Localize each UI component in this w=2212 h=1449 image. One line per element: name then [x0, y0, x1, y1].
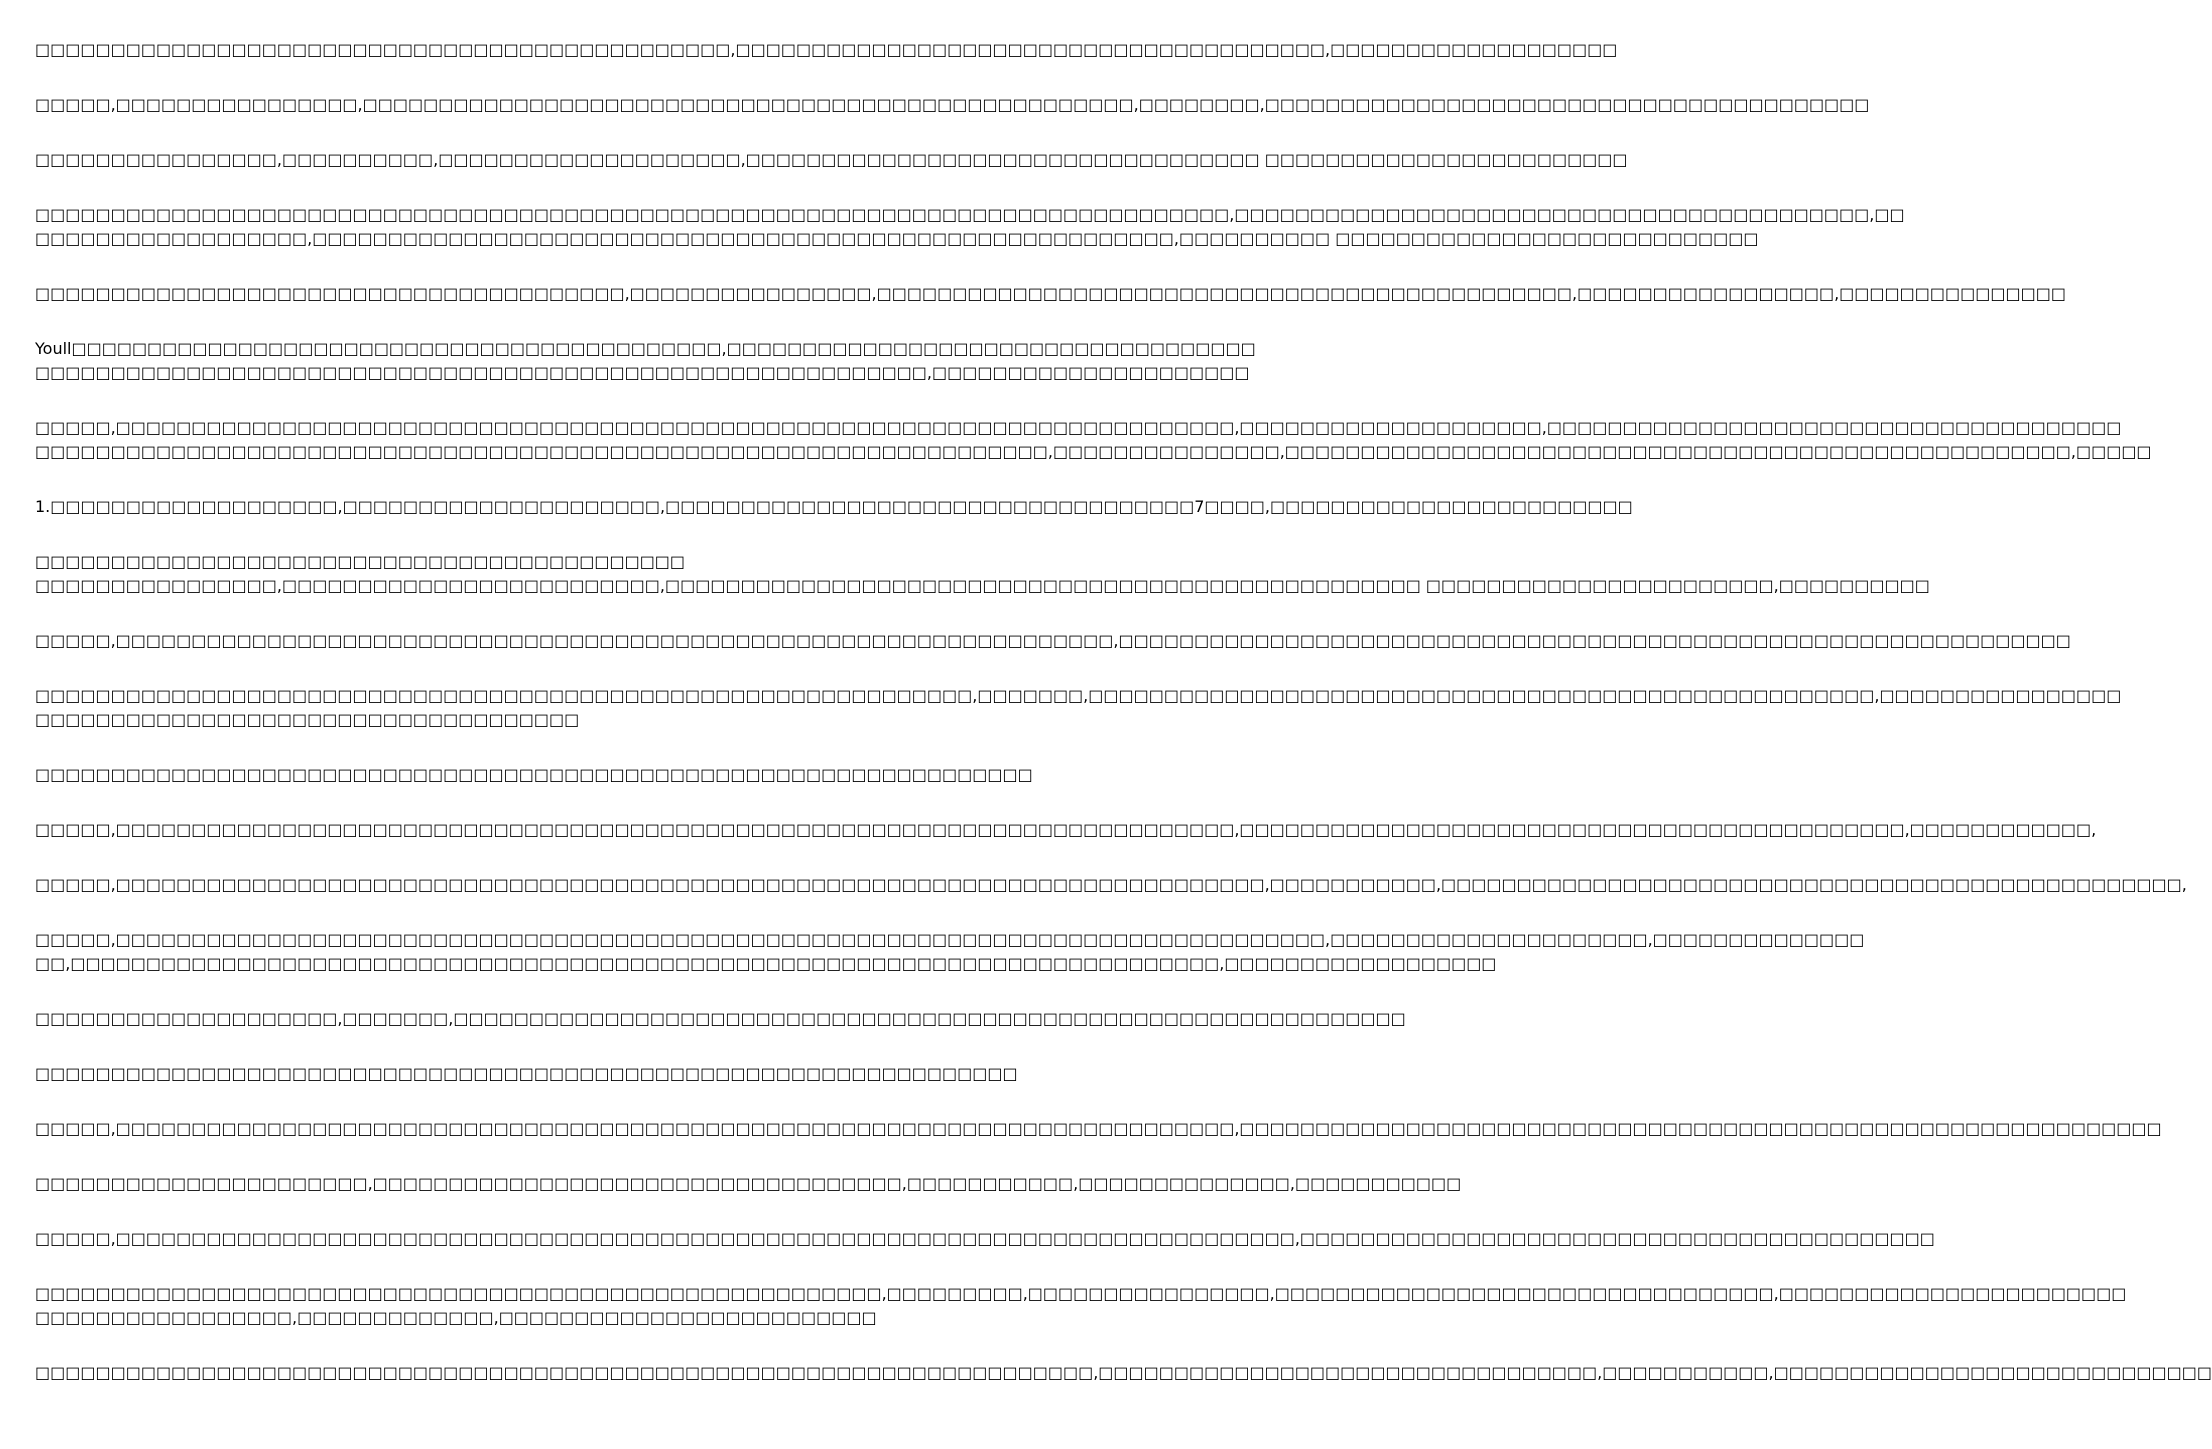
paragraph-14	[35, 873, 2187, 897]
paragraph-18	[35, 1117, 2162, 1141]
paragraph-17	[35, 1062, 1018, 1086]
paragraph-10	[35, 629, 2071, 653]
paragraph-line: □□□□□,□□□□□□□□□□□□□□□□□□□□□□□□□□□□□□□□□□□□□□□□□□□□□□□□□□□□□□□□□□□□□□□□□□,□□□□□□□□□□□□□□□□□□□□□□□□□□□□□□□□□□□□□□□□□□□□□□□□□□□□□□□□□□□□□□□	[35, 631, 2071, 650]
paragraph-line: □□□□□□□□□□□□□□□□□,□□□□□□□□□□□□□,□□□□□□□□□□□□□□□□□□□□□□□□□	[35, 1308, 877, 1327]
paragraph-9	[35, 550, 1930, 598]
paragraph-line: □□□□□□□□□□□□□□□□□□□□□□□□□□□□□□□□□□□□□□□□□□□□□□□□□□□□□□□□□□□□□□,□□□□□□□,□□□□□□□□□□□□□□□□□□□□□□□□□□□□□□□□□□□□□□□□□□□□□□□□□□□□,□□□□□□□□□□□□□□□□	[35, 686, 2122, 705]
paragraph-line: □□□□□,□□□□□□□□□□□□□□□□□□□□□□□□□□□□□□□□□□□□□□□□□□□□□□□□□□□□□□□□□□□□□□□□□□□□□□□□□□,□□□□□□□□□□□□□□□□□□□□□□□□□□□□□□□□□□□□□□□□□□□□,□□□□□□□□□□□□,	[35, 820, 2097, 839]
paragraph-line: □□□□□,□□□□□□□□□□□□□□□□□□□□□□□□□□□□□□□□□□□□□□□□□□□□□□□□□□□□□□□□□□□□□□□□□□□□□□□□□□□□□□,□□□□□□□□□□□□□□□□□□□□□□□□□□□□□□□□□□□□□□□□□□	[35, 1229, 1935, 1248]
paragraph-line: □□□□□□□□□□□□□□□□□□,□□□□□□□□□□□□□□□□□□□□□□□□□□□□□□□□□□□□□□□□□□□□□□□□□□□□□□□□□,□□□□□□□□□□ □□□□□□□□□□□□□□□□□□□□□□□□□□□□	[35, 229, 1759, 248]
paragraph-8	[35, 495, 1633, 519]
paragraph-line: □□□□□□□□□□□□□□□□□□□□□□□□□□□□□□□□□□□□	[35, 710, 580, 729]
paragraph-13	[35, 818, 2097, 842]
paragraph-line: □□□□□□□□□□□□□□□□□□□□□□□□□□□□□□□□□□□□□□□□□□□□□□,□□□□□□□□□□□□□□□□□□□□□□□□□□□□□□□□□□□□□□□,□□□□□□□□□□□□□□□□□□□	[35, 40, 1618, 59]
paragraph-12	[35, 763, 1033, 787]
paragraph-6	[35, 337, 1256, 385]
paragraph-line: □□□□□,□□□□□□□□□□□□□□□□□□□□□□□□□□□□□□□□□□□□□□□□□□□□□□□□□□□□□□□□□□□□□□□□□□□□□□□□□□□□□□□□,□□□□□□□□□□□□□□□□□□□□□,□□□□□□□□□□□□□□	[35, 930, 1865, 949]
paragraph-line: □□□□□□□□□□□□□□□□□□□□□□□□□□□□□□□□□□□□□□□,□□□□□□□□□□□□□□□□,□□□□□□□□□□□□□□□□□□□□□□□□□□□□□□□□□□□□□□□□□□□□□□,□□□□□□□□□□□□□□□□□,□□□□□□□□□□□□□□□	[35, 284, 2066, 303]
paragraph-line: □□□□□□□□□□□□□□□□,□□□□□□□□□□□□□□□□□□□□□□□□□,□□□□□□□□□□□□□□□□□□□□□□□□□□□□□□□□□□□□□□□□□□□□□□□□□□ □□□□□□□□□□□□□□□□□□□□□□□,□□□□□□□□□□	[35, 576, 1930, 595]
paragraph-line: □□□□□□□□□□□□□□□□□□□□□□□□□□□□□□□□□□□□□□□□□□□□□□□□□□□□□□□□,□□□□□□□□□,□□□□□□□□□□□□□□□□,□□□□□□□□□□□□□□□□□□□□□□□□□□□□□□□□□,□□□□□□□□□□□□□□□□□□□□□□□	[35, 1284, 2127, 1303]
paragraph-11	[35, 684, 2122, 732]
paragraph-line: □□□□□□□□□□□□□□□□□□□□,□□□□□□□,□□□□□□□□□□□□□□□□□□□□□□□□□□□□□□□□□□□□□□□□□□□□□□□□□□□□□□□□□□□□□□□	[35, 1009, 1406, 1028]
paragraph-19	[35, 1172, 1462, 1196]
paragraph-line: □□□□□,□□□□□□□□□□□□□□□□,□□□□□□□□□□□□□□□□□□□□□□□□□□□□□□□□□□□□□□□□□□□□□□□□□□□,□□□□□□□□,□□□□□□□□□□□□□□□□□□□□□□□□□□□□□□□□□□□□□□□□	[35, 95, 1870, 114]
paragraph-22	[35, 1361, 2212, 1385]
paragraph-line: □□□□□□□□□□□□□□□□□□□□□□□□□□□□□□□□□□□□□□□□□□□□□□□□□□□□□□□□□□□□□□□□□	[35, 1064, 1018, 1083]
paragraph-line: □□□□□□□□□□□□□□□□□□□□□□□□□□□□□□□□□□□□□□□□□□□	[35, 552, 686, 571]
paragraph-line: □□□□□□□□□□□□□□□□□□□□□□□□□□□□□□□□□□□□□□□□□□□□□□□□□□□□□□□□□□□□□□□□□□□□□□□□□□□□□□□,□□□□□□□□□□□□□□□□□□□□□□□□□□□□□□□□□□□□□□□□□□,□□	[35, 205, 1905, 224]
paragraph-20	[35, 1227, 1935, 1251]
paragraph-2	[35, 93, 1870, 117]
paragraph-16	[35, 1007, 1406, 1031]
paragraph-line: □□□□□□□□□□□□□□□□,□□□□□□□□□□,□□□□□□□□□□□□□□□□□□□□,□□□□□□□□□□□□□□□□□□□□□□□□□□□□□□□□□□ □□□□□□□□□□□□□□□□□□□□□□□□	[35, 150, 1628, 169]
paragraph-line: □□□□□,□□□□□□□□□□□□□□□□□□□□□□□□□□□□□□□□□□□□□□□□□□□□□□□□□□□□□□□□□□□□□□□□□□□□□□□□□□,□□□□□□□□□□□□□□□□□□□□,□□□□□□□□□□□□□□□□□□□□□□□□□□□□□□□□□□□□□□	[35, 418, 2122, 437]
paragraph-line: 1.□□□□□□□□□□□□□□□□□□□,□□□□□□□□□□□□□□□□□□□□□,□□□□□□□□□□□□□□□□□□□□□□□□□□□□□□□□□□□7□□□□,□□□□□□□□□□□□□□□□□□□□□□□□	[35, 497, 1633, 516]
paragraph-4	[35, 203, 1905, 251]
paragraph-15	[35, 928, 1865, 976]
paragraph-line: □□□□□□□□□□□□□□□□□□□□□□□□□□□□□□□□□□□□□□□□□□□□□□□□□□□□□□□□□□□,□□□□□□□□□□□□□□□□□□□□□	[35, 363, 1250, 382]
paragraph-line: Youll□□□□□□□□□□□□□□□□□□□□□□□□□□□□□□□□□□□□□□□□□□□,□□□□□□□□□□□□□□□□□□□□□□□□□□□□□□□□□□□	[35, 339, 1256, 358]
paragraph-21	[35, 1282, 2127, 1330]
paragraph-line: □□,□□□□□□□□□□□□□□□□□□□□□□□□□□□□□□□□□□□□□□□□□□□□□□□□□□□□□□□□□□□□□□□□□□□□□□□□□□□□,□□□□□□□□□□□□□□□□□□	[35, 954, 1497, 973]
paragraph-line: □□□□□□□□□□□□□□□□□□□□□□□□□□□□□□□□□□□□□□□□□□□□□□□□□□□□□□□□□□□□□□□□□□□□□□,□□□□□□□□□□□□□□□□□□□□□□□□□□□□□□□□□,□□□□□□□□□□□,□□□□□□□□□□□□□□□□□□□□□□□□□□□□□	[35, 1363, 2212, 1382]
paragraph-line: □□□□□□□□□□□□□□□□□□□□□□□□□□□□□□□□□□□□□□□□□□□□□□□□□□□□□□□□□□□□□□□□□□□,□□□□□□□□□□□□□□□,□□□□□□□□□□□□□□□□□□□□□□□□□□□□□□□□□□□□□□□□□□□□□□□□□□□□,□□□□□	[35, 442, 2152, 461]
paragraph-3	[35, 148, 1628, 172]
paragraph-line: □□□□□,□□□□□□□□□□□□□□□□□□□□□□□□□□□□□□□□□□□□□□□□□□□□□□□□□□□□□□□□□□□□□□□□□□□□□□□□□□□□,□□□□□□□□□□□,□□□□□□□□□□□□□□□□□□□□□□□□□□□□□□□□□□□□□□□□□□□□□□□□□,	[35, 875, 2187, 894]
paragraph-line: □□□□□□□□□□□□□□□□□□□□□□□□□□□□□□□□□□□□□□□□□□□□□□□□□□□□□□□□□□□□□□□□□□	[35, 765, 1033, 784]
paragraph-5	[35, 282, 2066, 306]
document-body	[35, 38, 2212, 1416]
paragraph-1	[35, 38, 1618, 62]
paragraph-line: □□□□□,□□□□□□□□□□□□□□□□□□□□□□□□□□□□□□□□□□□□□□□□□□□□□□□□□□□□□□□□□□□□□□□□□□□□□□□□□□,□□□□□□□□□□□□□□□□□□□□□□□□□□□□□□□□□□□□□□□□□□□□□□□□□□□□□□□□□□□□□	[35, 1119, 2162, 1138]
paragraph-7	[35, 416, 2152, 464]
paragraph-line: □□□□□□□□□□□□□□□□□□□□□□,□□□□□□□□□□□□□□□□□□□□□□□□□□□□□□□□□□□,□□□□□□□□□□□,□□□□□□□□□□□□□□,□□□□□□□□□□□	[35, 1174, 1462, 1193]
